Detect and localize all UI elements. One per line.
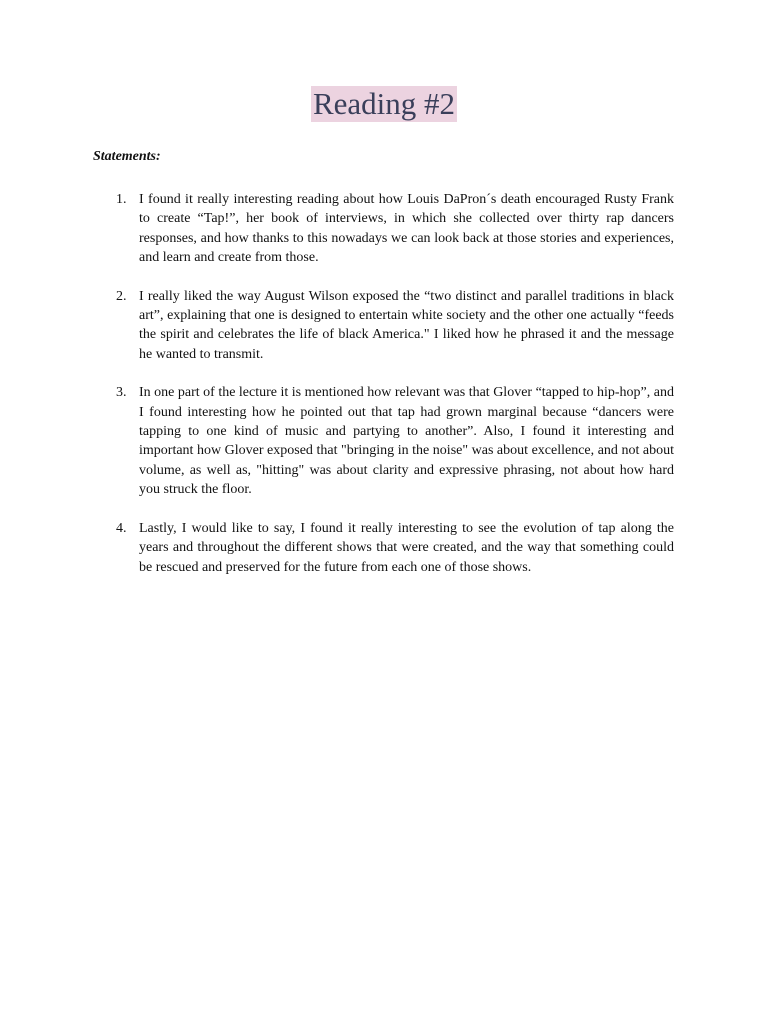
statement-item	[112, 287, 674, 365]
section-label: Statements:	[93, 149, 161, 164]
statement-text: In one part of the lecture it is mentioned how relevant was that Glover “tapped to hip-hop”, and I found interesting how he pointed out that tap had grown marginal because “dancers were tapping to one kind of music and partying to another”. Also, I found it interesting and important how Glover exposed that "bringing in the noise" was about excellence, and not about volume, as well as, "hitting" was about clarity and expressive phrasing, not about how hard you struck the floor.	[139, 385, 674, 498]
statement-item	[112, 519, 674, 577]
statement-number: 1.	[116, 192, 127, 207]
title-container	[0, 86, 768, 122]
statement-text: Lastly, I would like to say, I found it really interesting to see the evolution of tap along the years and throughout the different shows that were created, and the way that something could be rescued and preserved for the future from each one of those shows.	[139, 520, 674, 575]
statement-number: 3.	[116, 385, 127, 401]
statement-item	[112, 383, 674, 499]
statement-number: 4.	[116, 520, 127, 536]
statement-text: I really liked the way August Wilson exposed the “two distinct and parallel traditions in black art”, explaining that one is designed to entertain white society and the other one actually “feeds the spirit and celebrates the life of black America." I liked how he phrased it and the message he wanted to transmit.	[139, 288, 674, 362]
page-title: Reading #2	[312, 86, 456, 121]
statement-item	[112, 190, 674, 268]
statement-text: I found it really interesting reading about how Louis DaPron´s death encouraged Rusty Frank to create “Tap!”, her book of interviews, in which she collected over thirty rap dancers responses, and how thanks to this nowadays we can look back at those stories and experiences, and learn and create from those.	[139, 192, 674, 266]
statement-number: 2.	[116, 288, 127, 304]
statements-list	[112, 190, 674, 596]
